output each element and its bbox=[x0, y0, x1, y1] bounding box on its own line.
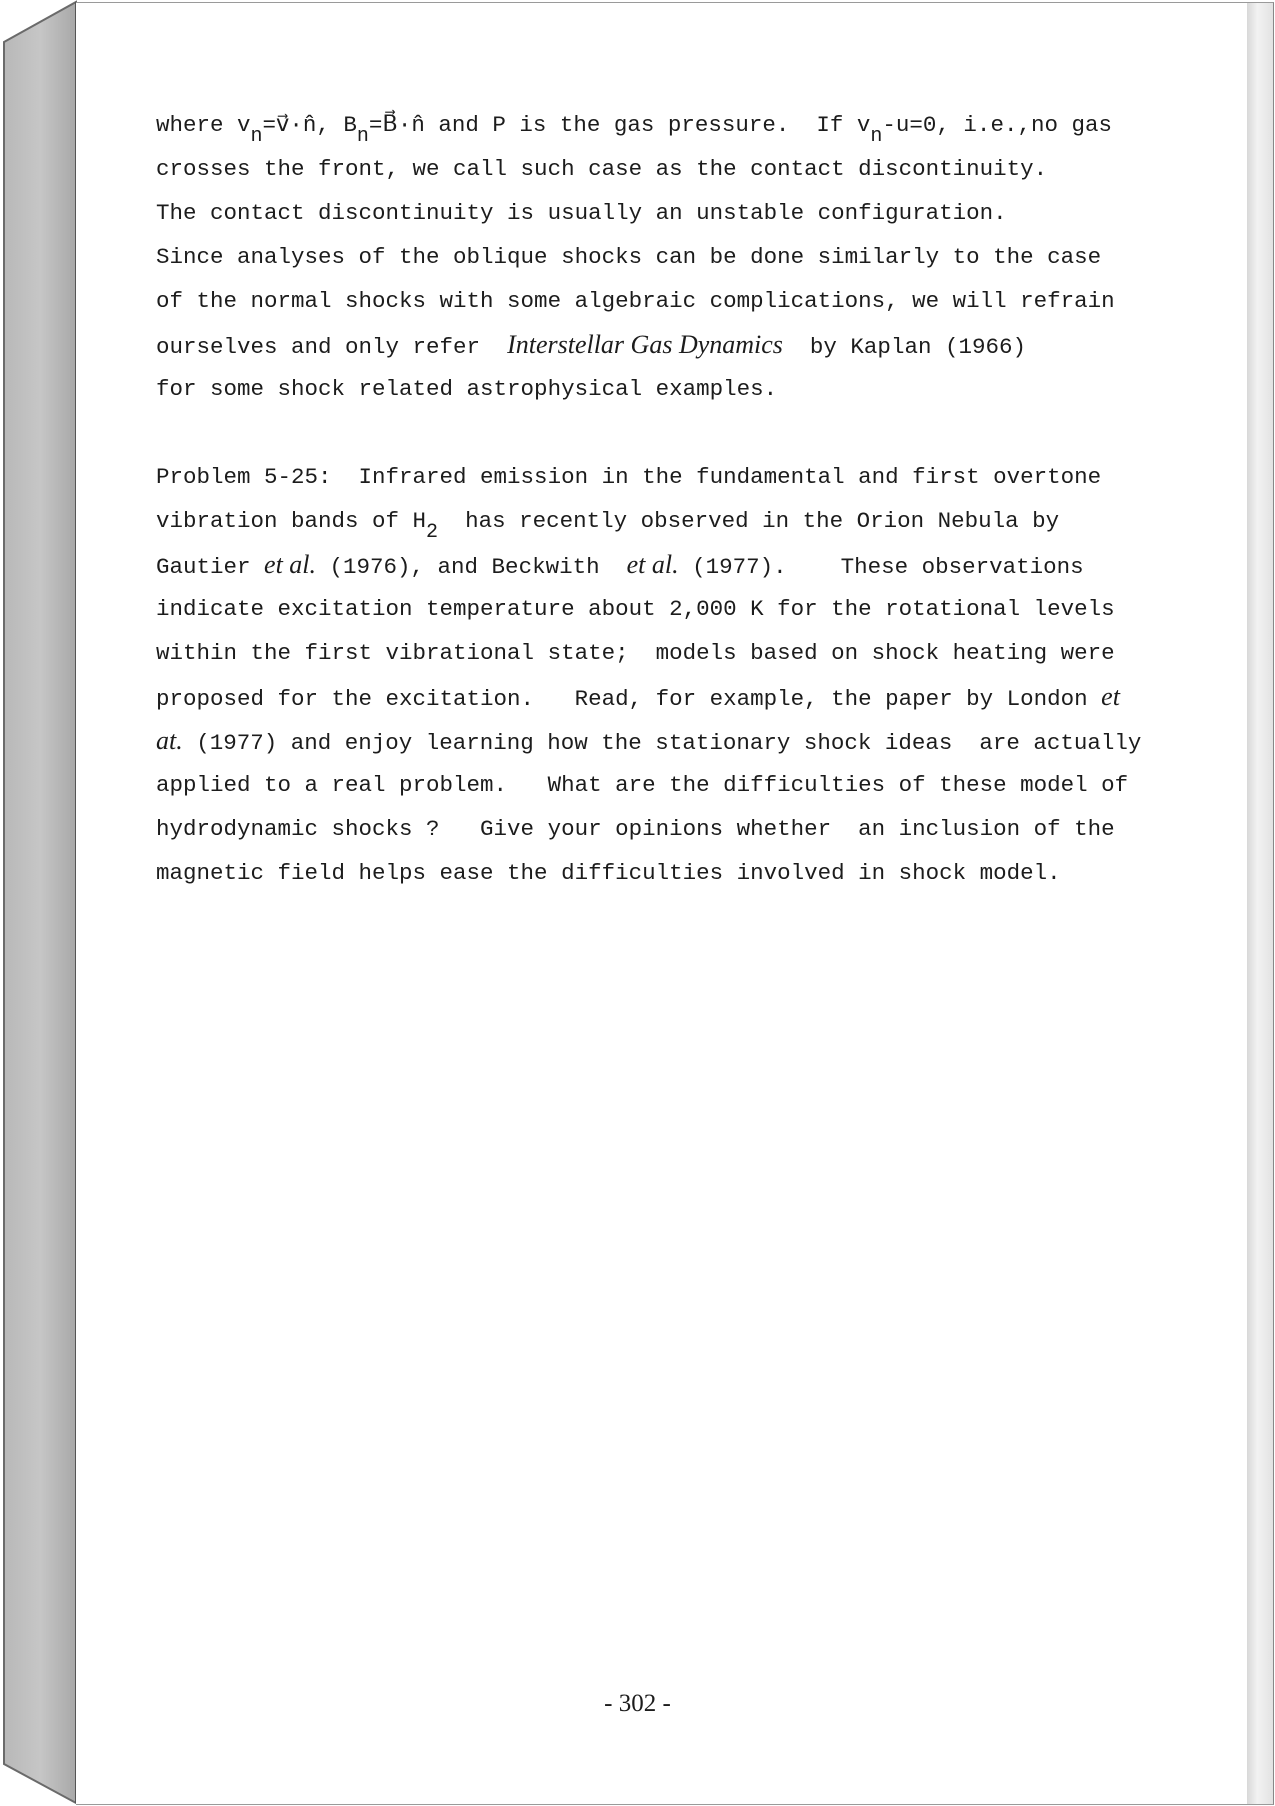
paragraph-2-line-10: magnetic field helps ease the difficulties involved in shock model. bbox=[156, 860, 1061, 886]
subscript: n bbox=[250, 125, 263, 148]
paragraph-1-line-4: Since analyses of the oblique shocks can be done similarly to the case bbox=[156, 244, 1102, 270]
paragraph-2-line-5: within the first vibrational state; models based on shock heating were bbox=[156, 640, 1115, 666]
paragraph-1-line-7: for some shock related astrophysical examples. bbox=[156, 376, 778, 402]
paragraph-2-line-2 bbox=[156, 506, 1060, 544]
paragraph-1-line-2: crosses the front, we call such case as the contact discontinuity. bbox=[156, 156, 1048, 182]
text-run: Gautier bbox=[156, 554, 265, 580]
paragraph-2-line-7 bbox=[156, 726, 1141, 756]
paragraph-2-line-1: Problem 5-25: Infrared emission in the fundamental and first overtone bbox=[156, 464, 1102, 490]
body-text bbox=[156, 110, 1216, 886]
paragraph-1-line-1 bbox=[156, 110, 1112, 148]
text-run: (1977) and enjoy learning how the stationary shock ideas are actually bbox=[182, 730, 1142, 756]
paragraph-2-line-9: hydrodynamic shocks ? Give your opinions whether an inclusion of the bbox=[156, 816, 1115, 842]
text-run: -u=0, i.e.,no gas bbox=[882, 112, 1112, 138]
paragraph-1-line-6 bbox=[156, 330, 1026, 360]
text-run: proposed for the excitation. Read, for example, the paper by London bbox=[156, 686, 1102, 712]
paragraph-2-line-4: indicate excitation temperature about 2,000 K for the rotational levels bbox=[156, 596, 1115, 622]
paragraph-2-line-8: applied to a real problem. What are the difficulties of these model of bbox=[156, 772, 1129, 798]
text-run: has recently observed in the Orion Nebula by bbox=[438, 508, 1060, 534]
subscript: n bbox=[870, 125, 883, 148]
citation-italic: et al. bbox=[264, 550, 317, 579]
text-run: by Kaplan (1966) bbox=[782, 334, 1026, 360]
text-run: ourselves and only refer bbox=[156, 334, 508, 360]
citation-italic: at. bbox=[156, 726, 183, 755]
text-run: vibration bands of H bbox=[156, 508, 427, 534]
paragraph-2-line-3 bbox=[156, 550, 1084, 580]
subscript: n bbox=[356, 125, 369, 148]
subscript: 2 bbox=[426, 521, 439, 544]
text-run: where v bbox=[156, 112, 251, 138]
text-run: (1976), and Beckwith bbox=[316, 554, 627, 580]
text-run: (1977). These observations bbox=[678, 554, 1084, 580]
paragraph-1-line-3: The contact discontinuity is usually an unstable configuration. bbox=[156, 200, 1007, 226]
text-run: =B⃗·n̂ and P is the gas pressure. If v bbox=[368, 112, 871, 138]
paragraph-2-line-6 bbox=[156, 682, 1120, 712]
text-run: =v⃗·n̂, B bbox=[262, 112, 357, 138]
citation-italic: et al. bbox=[626, 550, 679, 579]
page-number: - 302 - bbox=[604, 1690, 671, 1717]
book-title-italic: Interstellar Gas Dynamics bbox=[507, 330, 783, 359]
page-edge-shading bbox=[1247, 2, 1274, 1805]
citation-italic: et bbox=[1101, 682, 1120, 711]
paragraph-1-line-5: of the normal shocks with some algebraic complications, we will refrain bbox=[156, 288, 1115, 314]
